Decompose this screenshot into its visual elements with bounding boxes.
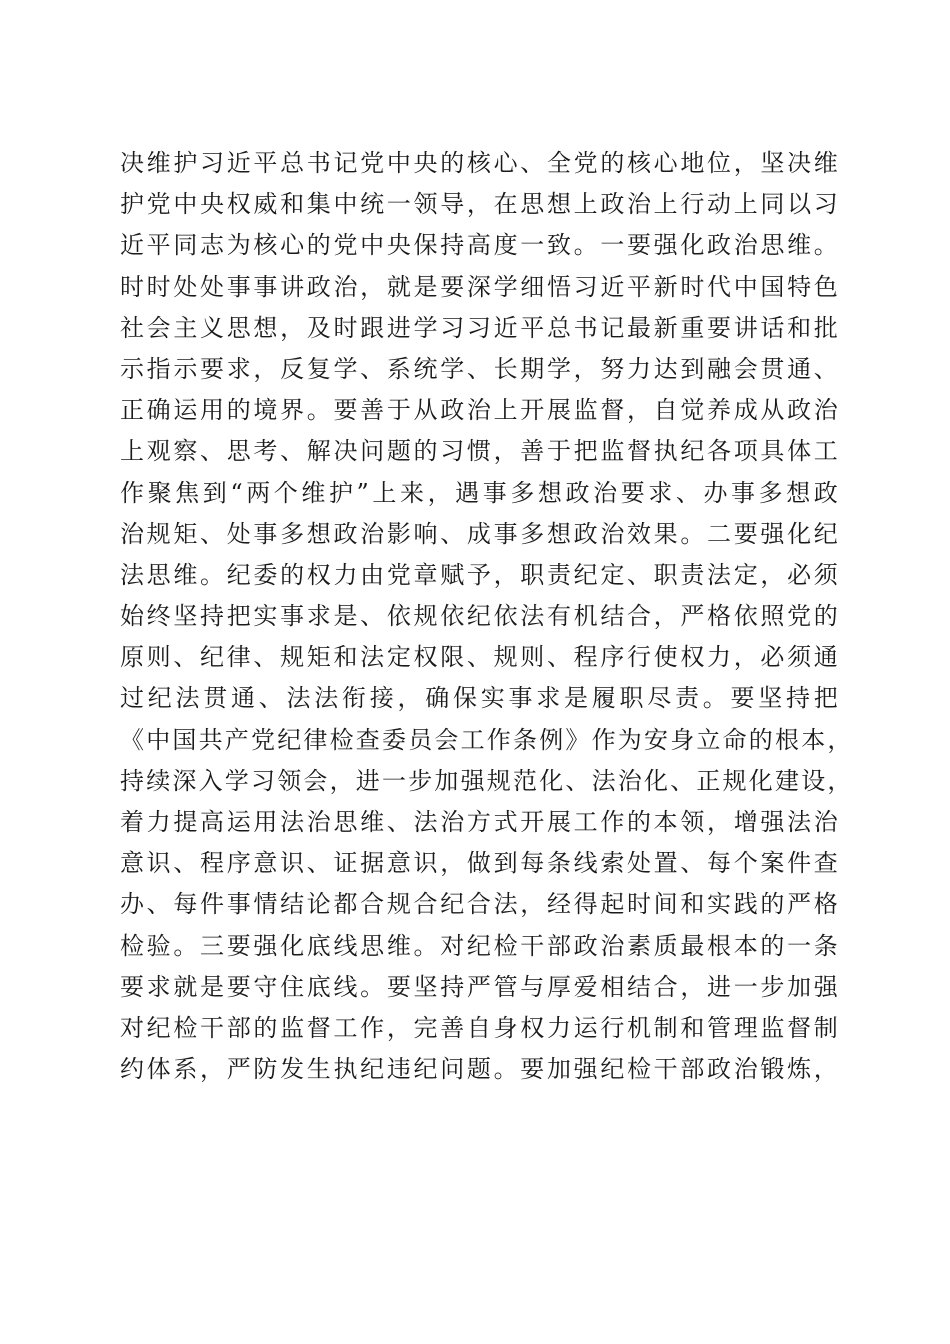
text-line: 持续深入学习领会，进一步加强规范化、法治化、正规化建设， xyxy=(120,766,854,795)
text-line: 过纪法贯通、法法衔接，确保实事求是履职尽责。要坚持把 xyxy=(120,684,840,713)
text-line: 对纪检干部的监督工作，完善自身权力运行机制和管理监督制 xyxy=(120,1013,840,1042)
text-line: 社会主义思想，及时跟进学习习近平总书记最新重要讲话和批 xyxy=(120,313,840,342)
text-line: 法思维。纪委的权力由党章赋予，职责纪定、职责法定，必须 xyxy=(120,560,840,589)
text-line: 着力提高运用法治思维、法治方式开展工作的本领，增强法治 xyxy=(120,808,840,836)
text-line: 意识、程序意识、证据意识，做到每条线索处置、每个案件查 xyxy=(120,849,840,878)
text-line: 作聚焦到“两个维护”上来，遇事多想政治要求、办事多想政 xyxy=(120,478,840,507)
text-line: 《中国共产党纪律检查委员会工作条例》作为安身立命的根本， xyxy=(120,725,854,754)
text-line: 治规矩、处事多想政治影响、成事多想政治效果。二要强化纪 xyxy=(120,519,840,548)
text-line: 始终坚持把实事求是、依规依纪依法有机结合，严格依照党的 xyxy=(120,602,840,631)
text-line: 检验。三要强化底线思维。对纪检干部政治素质最根本的一条 xyxy=(120,931,840,960)
text-line: 决维护习近平总书记党中央的核心、全党的核心地位，坚决维 xyxy=(120,149,840,177)
text-line: 办、每件事情结论都合规合纪合法，经得起时间和实践的严格 xyxy=(120,890,840,919)
text-line: 示指示要求，反复学、系统学、长期学，努力达到融会贯通、 xyxy=(120,354,840,383)
body-text xyxy=(120,143,854,1090)
text-line: 约体系，严防发生执纪违纪问题。要加强纪检干部政治锻炼， xyxy=(120,1055,840,1084)
text-line: 时时处处事事讲政治，就是要深学细悟习近平新时代中国特色 xyxy=(120,272,840,301)
text-line: 正确运用的境界。要善于从政治上开展监督，自觉养成从政治 xyxy=(120,396,840,425)
text-line: 上观察、思考、解决问题的习惯，善于把监督执纪各项具体工 xyxy=(120,437,840,466)
text-line: 护党中央权威和集中统一领导，在思想上政治上行动上同以习 xyxy=(120,190,840,219)
text-line: 原则、纪律、规矩和法定权限、规则、程序行使权力，必须通 xyxy=(120,643,840,672)
text-line: 要求就是要守住底线。要坚持严管与厚爱相结合，进一步加强 xyxy=(120,972,840,1001)
text-line: 近平同志为核心的党中央保持高度一致。一要强化政治思维。 xyxy=(120,231,840,260)
